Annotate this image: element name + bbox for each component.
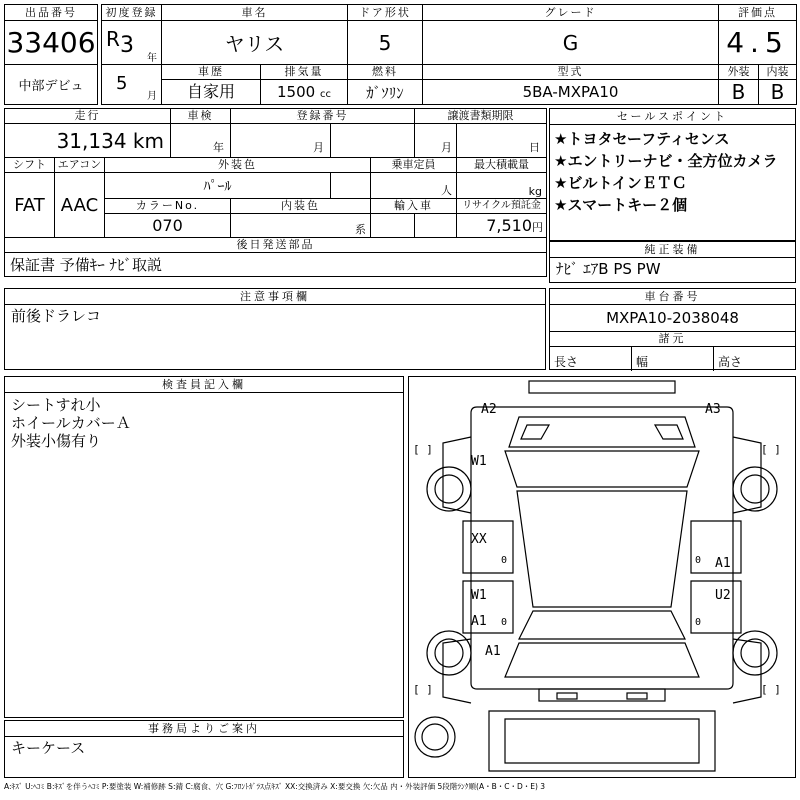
details-table [4, 108, 547, 277]
mark-w1-front: W1 [471, 454, 487, 469]
fuel-label: 燃料 [348, 65, 423, 80]
office-box [4, 720, 404, 778]
car-name: ヤリス [162, 21, 348, 65]
inspection-month-cell [231, 124, 331, 158]
rear-right-wheel [733, 631, 777, 675]
inspection-year-unit: 年 [213, 141, 224, 154]
inspector-label: 検査員記入欄 [5, 377, 403, 393]
reg-year-cell [102, 21, 162, 65]
model: 5BA-MXPA10 [423, 80, 719, 105]
bracket-rr: [ ] [761, 683, 781, 696]
recycle-unit: 円 [532, 221, 544, 234]
sales-point-item: ★エントリーナビ・全方位カメラ [554, 152, 778, 170]
rear-left-wheel [427, 631, 471, 675]
sales-point-item: ★トヨタセーフティセンス [554, 130, 730, 148]
zero-mark: 0 [695, 555, 702, 566]
reg-era: R [106, 27, 120, 51]
mark-w1-rear: W1 [471, 588, 487, 603]
reg-year: 3 [120, 33, 134, 58]
capacity-unit: 人 [371, 173, 457, 199]
plate-label: 登録番号 [231, 109, 415, 124]
sales-points-list [550, 125, 795, 216]
inspection-label: 車検 [171, 109, 231, 124]
car-diagram [409, 377, 795, 777]
chassis-box [549, 288, 796, 370]
mark-a1-wheel: A1 [485, 644, 501, 659]
length-label: 長さ [550, 347, 632, 371]
grade-label: グレード [423, 5, 719, 21]
transfer-day-unit: 日 [529, 141, 541, 154]
color-no-label: カラーNo. [105, 199, 231, 214]
import-cell-a [371, 214, 415, 238]
displacement-unit: cc [319, 89, 331, 100]
inspector-box [4, 376, 404, 718]
office-label: 事務局よりご案内 [5, 721, 403, 737]
displacement-label: 排気量 [284, 65, 324, 78]
rear-glass [519, 611, 685, 639]
recycle-cell [457, 214, 547, 238]
interior-grade: B [759, 80, 797, 105]
hood [509, 417, 695, 447]
inspection-cell [171, 124, 231, 158]
width-label: 幅 [632, 347, 714, 371]
mark-a1-rear: A1 [471, 614, 487, 629]
int-color-unit: 系 [231, 214, 371, 238]
notes-box [4, 288, 546, 370]
body-outline [471, 407, 733, 689]
venue: 中部デビュ [5, 65, 98, 105]
zero-mark: 0 [501, 555, 508, 566]
reg-month-unit: 月 [147, 91, 157, 102]
mark-u2: U2 [715, 588, 731, 603]
grade: G [423, 21, 719, 65]
later-parts-label: 後日発送部品 [5, 238, 547, 253]
inspector-lines [5, 393, 403, 453]
mileage-label: 走行 [5, 109, 171, 124]
later-parts: 保証書 予備ｷｰ ﾅﾋﾞ取説 [5, 253, 547, 277]
import-label: 輸入車 [371, 199, 457, 214]
height-label: 高さ [718, 355, 743, 369]
interior-label: 内装 [759, 65, 797, 80]
exterior-label: 外装 [719, 65, 759, 80]
office: キーケース [11, 739, 86, 757]
recycle: 7,510 [486, 216, 533, 235]
front-left-wheel [427, 467, 471, 511]
reg-year-unit: 年 [147, 53, 157, 64]
transfer-month-cell [415, 124, 457, 158]
dims-row [550, 347, 795, 371]
score-label: 評価点 [719, 5, 797, 21]
car-diagram-box [408, 376, 796, 778]
underbody [489, 711, 715, 771]
aircon-label: エアコン [55, 158, 105, 173]
zero-mark: 0 [695, 617, 702, 628]
equipment: ﾅﾋﾞ ｴｱB PS PW [556, 260, 661, 278]
history-label-cell [162, 65, 348, 80]
sales-points-box [549, 108, 796, 241]
history-cell [162, 80, 348, 105]
mark-a2: A2 [481, 402, 497, 417]
inspection-month-unit: 月 [313, 141, 324, 154]
shift-label: シフト [5, 158, 55, 173]
lot-number: 33406 [5, 21, 98, 65]
shift: FAT [5, 173, 55, 238]
inspector-line: ホイールカバーＡ [11, 414, 131, 432]
recycle-label: リサイクル預託金 [457, 199, 547, 214]
transfer-label: 譲渡書類期限 [415, 109, 547, 124]
int-color-label: 内装色 [231, 199, 371, 214]
reg-month: 5 [116, 73, 128, 94]
mark-xx: XX [471, 532, 487, 547]
history-label: 車歴 [162, 65, 261, 79]
mark-a1-right: A1 [715, 556, 731, 571]
spare-tire [415, 717, 455, 757]
history: 自家用 [162, 80, 261, 104]
mark-a3: A3 [705, 402, 721, 417]
inspector-line: シートすれ小 [11, 396, 101, 414]
notes: 前後ドラレコ [11, 307, 102, 325]
model-label: 型式 [423, 65, 719, 80]
load-unit: kg [457, 173, 547, 199]
bracket-rl: [ ] [413, 683, 433, 696]
transfer-month-unit: 月 [441, 141, 453, 154]
displacement: 1500 [277, 83, 316, 101]
inspector-line: 外装小傷有り [11, 432, 102, 450]
legend: A:ｷｽﾞ U:ﾍｺﾐ B:ｷｽﾞを伴うﾍｺﾐ P:要塗装 W:補修跡 S:錆 C:腐食、穴 G:ﾌﾛﾝﾄｶﾞﾗｽ点ｷｽﾞ XX:交換済み X:要交換 欠:欠品 内・外装評価 5段階ﾗﾝｸ順(A・B・C・D・E) 3 [4, 782, 546, 791]
ext-color-extra [331, 173, 371, 199]
ext-color-label: 外装色 [105, 158, 371, 173]
ext-color: ﾊﾟｰﾙ [105, 173, 331, 199]
mileage-unit: km [132, 128, 164, 153]
transfer-day-cell [457, 124, 547, 158]
mileage: 31,134 [56, 128, 127, 153]
sales-point-item: ★ビルトインＥＴＣ [554, 174, 687, 192]
equipment-box [549, 241, 796, 283]
color-no: 070 [105, 214, 231, 238]
doors: 5 [348, 21, 423, 65]
chassis-number: MXPA10-2038048 [550, 305, 795, 332]
windshield [505, 451, 699, 487]
door-label: ドア形状 [348, 5, 423, 21]
plate-cell [331, 124, 415, 158]
capacity-label: 乗車定員 [371, 158, 457, 173]
sales-points-label: セールスポイント [550, 109, 795, 125]
equipment-label: 純正装備 [550, 242, 795, 258]
front-right-wheel [733, 467, 777, 511]
fuel: ｶﾞｿﾘﾝ [348, 80, 423, 105]
load-label: 最大積載量 [457, 158, 547, 173]
reg-month-cell [102, 65, 162, 105]
car-name-label: 車名 [162, 5, 348, 21]
reg-label: 初度登録 [102, 5, 162, 21]
sales-point-item: ★スマートキー２個 [554, 196, 688, 214]
front-bumper [529, 381, 675, 393]
zero-mark: 0 [501, 617, 508, 628]
dims-label: 諸元 [550, 332, 795, 347]
import-cell-b [415, 214, 457, 238]
lot-label: 出品番号 [5, 5, 98, 21]
header-table [4, 4, 797, 105]
aircon: AAC [55, 173, 105, 238]
exterior-grade: B [719, 80, 759, 105]
roof [517, 491, 687, 607]
bracket-fr: [ ] [761, 443, 781, 456]
score: 4.5 [719, 21, 797, 65]
chassis-label: 車台番号 [550, 289, 795, 305]
trunk [505, 643, 699, 677]
bracket-fl: [ ] [413, 443, 433, 456]
mileage-cell [5, 124, 171, 158]
notes-label: 注意事項欄 [5, 289, 545, 305]
